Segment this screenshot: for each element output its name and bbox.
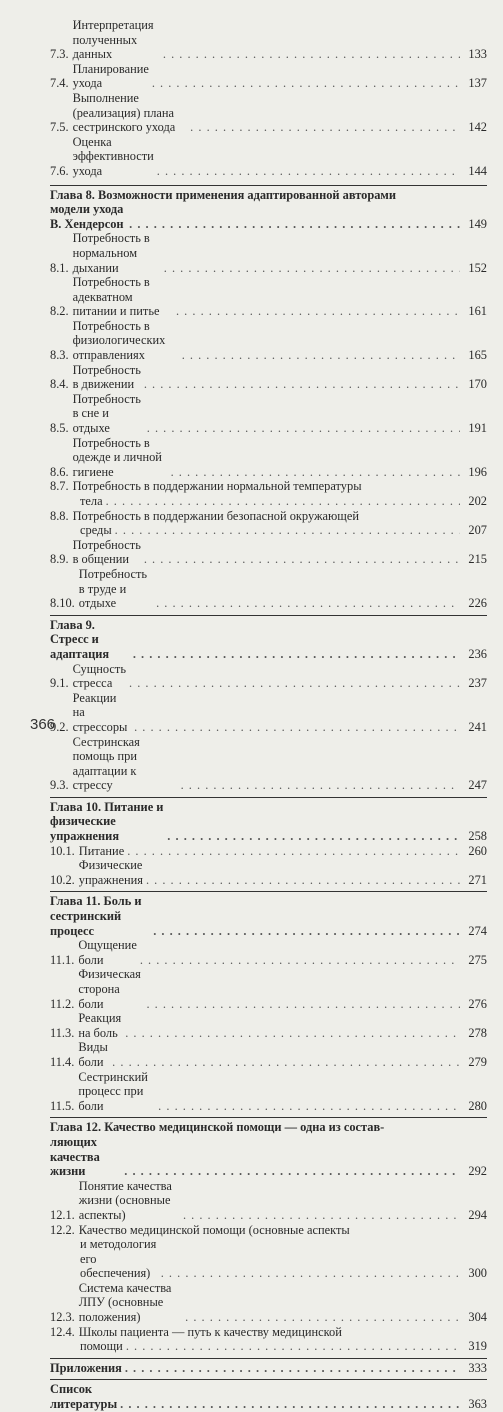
toc-page-number: 333	[468, 1360, 487, 1375]
chapter-title: Приложения	[50, 1360, 122, 1375]
toc-entry-title: Сестринская помощь при адаптации к стрессу	[72, 734, 140, 793]
toc-entry[interactable]	[50, 18, 487, 62]
toc-entry-title: Потребность в адекватном питании и питье	[72, 275, 160, 319]
dot-leader	[147, 421, 460, 436]
toc-entry[interactable]	[50, 62, 487, 91]
toc-entry-number: 12.1.	[50, 1207, 75, 1222]
dot-leader	[120, 1397, 460, 1412]
dot-leader	[158, 1099, 460, 1114]
toc-page-number: 300	[468, 1266, 487, 1281]
dot-leader	[163, 47, 460, 62]
toc-entry-number: 11.5.	[50, 1098, 75, 1113]
toc-entry[interactable]	[50, 938, 487, 967]
dot-leader	[125, 1026, 460, 1041]
toc-entry-number: 8.9.	[50, 552, 69, 567]
toc-page-number: 247	[468, 778, 487, 793]
toc-entry[interactable]	[50, 392, 487, 436]
toc-entry-title-line1: Потребность в поддержании безопасной окружающей	[72, 508, 359, 523]
toc-chapter-heading[interactable]	[50, 894, 487, 938]
toc-entry-title: Оценка эффективности ухода	[72, 134, 154, 178]
chapter-title-line2: ляющих качества жизни	[50, 1134, 100, 1179]
toc-page-number: 280	[468, 1098, 487, 1113]
dot-leader	[157, 164, 460, 179]
toc-page-number: 279	[468, 1054, 487, 1069]
toc-entry-number: 12.4.	[50, 1324, 75, 1339]
toc-entry-title: Реакция на боль	[78, 1011, 122, 1040]
toc-page-number: 363	[468, 1397, 487, 1412]
toc-chapter-heading[interactable]	[50, 1361, 487, 1376]
toc-page-number: 237	[468, 676, 487, 691]
toc-entry[interactable]	[50, 691, 487, 735]
toc-entry-title: Система качества ЛПУ (основные положения)	[78, 1280, 172, 1325]
toc-entry[interactable]	[50, 319, 487, 363]
chapter-title: Глава 9. Стресс и адаптация	[50, 617, 110, 661]
toc-entry[interactable]	[50, 1011, 487, 1040]
dot-leader	[124, 1164, 460, 1179]
toc-entry-number: 8.10.	[50, 596, 75, 611]
toc-chapter-heading[interactable]	[50, 1120, 487, 1135]
toc-entry-title: Понятие качества жизни (основные аспекты)	[78, 1178, 172, 1222]
dot-leader	[129, 217, 460, 232]
chapter-separator	[50, 1358, 487, 1359]
toc-entry-number: 8.1.	[50, 260, 69, 275]
chapter-separator	[50, 1379, 487, 1380]
toc-page-number: 149	[468, 216, 487, 231]
dot-leader	[185, 1310, 460, 1325]
toc-entry-title-line2: помощи	[80, 1339, 123, 1354]
toc-entry-number: 7.6.	[50, 163, 69, 178]
dot-leader	[183, 1208, 460, 1223]
toc-entry[interactable]	[50, 538, 487, 567]
dot-leader	[126, 1339, 460, 1354]
toc-entry-number: 8.4.	[50, 377, 69, 392]
toc-entry-title: Выполнение (реализация) плана сестринского ухода	[72, 90, 176, 135]
toc-entry-title-line2: среды	[80, 523, 112, 538]
toc-entry[interactable]	[50, 1179, 487, 1223]
toc-entry-number: 8.3.	[50, 348, 69, 363]
chapter-title: Глава 10. Питание и физические упражнения	[50, 799, 164, 844]
toc-entry-title: Интерпретация полученных данных	[72, 18, 154, 62]
toc-entry-number: 8.7.	[50, 479, 69, 494]
toc-entry-number: 8.5.	[50, 421, 69, 436]
toc-entry-title: Физические упражнения	[78, 858, 143, 887]
toc-entry-number: 9.3.	[50, 778, 69, 793]
chapter-title: Глава 11. Боль и сестринский процесс	[50, 894, 142, 938]
chapter-separator	[50, 1117, 487, 1118]
toc-page-number: 133	[468, 47, 487, 62]
toc-entry[interactable]	[50, 91, 487, 135]
page-number: 366	[30, 716, 56, 733]
toc-entry[interactable]	[50, 135, 487, 179]
toc-entry-title: Виды боли	[78, 1040, 108, 1069]
dot-leader	[129, 676, 460, 691]
chapter-separator	[50, 891, 487, 892]
toc-entry-number: 11.3.	[50, 1025, 75, 1040]
toc-entry-title: Физическая сторона боли	[78, 967, 141, 1011]
toc-page-number: 191	[468, 421, 487, 436]
toc-page-number: 260	[468, 843, 487, 858]
toc-entry-number: 8.2.	[50, 304, 69, 319]
toc-chapter-heading[interactable]	[50, 1382, 487, 1411]
toc-page-number: 241	[468, 719, 487, 734]
toc-page-number: 144	[468, 163, 487, 178]
chapter-title-line2: модели ухода В. Хендерсон	[50, 202, 124, 231]
toc-entry-number: 11.2.	[50, 996, 75, 1011]
toc-entry-title: Сестринский процесс при боли	[78, 1069, 148, 1113]
toc-entry[interactable]	[50, 1281, 487, 1325]
dot-leader	[133, 647, 460, 662]
toc-page-number: 137	[468, 76, 487, 91]
toc-page-number: 207	[468, 523, 487, 538]
dot-leader	[181, 778, 460, 793]
toc-entry[interactable]	[50, 662, 487, 691]
dot-leader	[152, 76, 460, 91]
toc-page-number: 142	[468, 120, 487, 135]
dot-leader	[146, 873, 460, 888]
toc-entry-title-line1: Качество медицинской помощи (основные аспекты	[78, 1222, 350, 1237]
toc-entry-number: 10.2.	[50, 872, 75, 887]
toc-entry-title-line2: тела	[80, 494, 103, 508]
table-of-contents	[50, 18, 487, 1412]
dot-leader	[144, 552, 460, 567]
toc-page-number: 319	[468, 1339, 487, 1354]
toc-entry[interactable]	[50, 844, 487, 859]
dot-leader	[164, 261, 460, 276]
toc-entry-cont[interactable]	[50, 1339, 487, 1354]
toc-entry-title-line1: Школы пациента — путь к качеству медицинской	[78, 1324, 342, 1339]
toc-entry[interactable]	[50, 479, 487, 494]
toc-page-number: 292	[468, 1164, 487, 1179]
toc-page-number: 202	[468, 494, 487, 508]
dot-leader	[115, 523, 460, 538]
dot-leader	[144, 377, 460, 392]
toc-entry-title: Ощущение боли	[78, 938, 137, 967]
toc-page-number: 152	[468, 260, 487, 275]
toc-entry-title-line1: Потребность в поддержании нормальной температуры	[72, 479, 362, 494]
dot-leader	[146, 997, 460, 1012]
toc-entry[interactable]	[50, 1223, 487, 1238]
toc-entry[interactable]	[50, 967, 487, 1011]
toc-entry-cont[interactable]	[50, 494, 487, 509]
toc-entry-number: 7.3.	[50, 47, 69, 62]
toc-entry[interactable]	[50, 509, 487, 524]
toc-entry-number: 9.2.	[50, 719, 69, 734]
toc-entry[interactable]	[50, 735, 487, 793]
chapter-title-line1: Глава 8. Возможности применения адаптированной авторами	[50, 187, 396, 202]
toc-page-number: 226	[468, 596, 487, 611]
toc-entry-number: 11.4.	[50, 1054, 75, 1069]
chapter-separator	[50, 797, 487, 798]
chapter-title: Список литературы	[50, 1382, 118, 1412]
toc-entry[interactable]	[50, 436, 487, 480]
toc-entry-title: Потребность в одежде и личной гигиене	[72, 435, 162, 479]
toc-entry[interactable]	[50, 231, 487, 275]
toc-entry-number: 8.6.	[50, 464, 69, 479]
toc-entry-number: 12.3.	[50, 1310, 75, 1325]
dot-leader	[156, 596, 460, 611]
toc-entry[interactable]	[50, 858, 487, 887]
toc-chapter-heading[interactable]	[50, 800, 487, 844]
dot-leader	[171, 465, 460, 480]
toc-chapter-heading[interactable]	[50, 188, 487, 203]
toc-page-number: 294	[468, 1207, 487, 1222]
dot-leader	[140, 953, 460, 968]
toc-entry-number: 11.1.	[50, 952, 75, 967]
toc-entry-title: Сущность стресса	[72, 661, 126, 691]
dot-leader	[161, 1266, 460, 1281]
toc-entry[interactable]	[50, 1040, 487, 1069]
toc-page-number: 278	[468, 1025, 487, 1040]
chapter-title-line1: Глава 12. Качество медицинской помощи — одна из состав-	[50, 1120, 385, 1135]
toc-entry[interactable]	[50, 1070, 487, 1114]
toc-entry-title: Потребность в физиологических отправлениях	[72, 318, 166, 363]
dot-leader	[106, 494, 460, 509]
toc-entry[interactable]	[50, 1325, 487, 1340]
toc-page-number: 165	[468, 348, 487, 363]
toc-entry-cont[interactable]	[50, 523, 487, 538]
toc-entry[interactable]	[50, 567, 487, 611]
chapter-separator	[50, 615, 487, 616]
toc-entry-title: Потребность в труде и отдыхе	[78, 566, 148, 611]
toc-entry-title: Планирование ухода	[72, 61, 149, 91]
toc-page-number: 170	[468, 377, 487, 392]
toc-page-number: 258	[468, 829, 487, 844]
toc-chapter-heading-cont[interactable]	[50, 202, 487, 231]
toc-page-number: 161	[468, 304, 487, 319]
toc-entry-title: Потребность в сне и отдыхе	[72, 391, 141, 436]
dot-leader	[127, 844, 460, 859]
dot-leader	[176, 304, 460, 319]
toc-entry-cont[interactable]	[50, 1237, 487, 1281]
chapter-separator	[50, 185, 487, 186]
toc-page-number: 215	[468, 552, 487, 567]
dot-leader	[112, 1055, 460, 1070]
toc-chapter-heading[interactable]	[50, 618, 487, 662]
toc-entry[interactable]	[50, 275, 487, 319]
toc-page-number: 274	[468, 923, 487, 938]
toc-entry-number: 8.8.	[50, 508, 69, 523]
dot-leader	[134, 720, 460, 735]
toc-entry[interactable]	[50, 363, 487, 392]
toc-entry-number: 7.5.	[50, 120, 69, 135]
toc-entry-title: Питание	[78, 843, 125, 858]
toc-entry-title: Потребность в нормальном дыхании	[72, 231, 150, 275]
toc-entry-title: Реакции на стрессоры	[72, 690, 128, 734]
toc-page-number: 275	[468, 952, 487, 967]
toc-page-number: 276	[468, 996, 487, 1011]
toc-entry-title: Потребность в движении	[72, 362, 141, 392]
toc-entry-number: 7.4.	[50, 76, 69, 91]
toc-entry-title: Потребность в общении	[72, 537, 141, 567]
toc-page-number: 304	[468, 1310, 487, 1325]
toc-entry-number: 10.1.	[50, 843, 75, 858]
toc-entry-title-line2: и методология его обеспечения)	[80, 1237, 157, 1281]
toc-page-number: 236	[468, 646, 487, 661]
toc-entry-number: 12.2.	[50, 1222, 75, 1237]
dot-leader	[167, 829, 460, 844]
toc-page-number: 271	[468, 872, 487, 887]
dot-leader	[125, 1361, 460, 1376]
dot-leader	[190, 120, 460, 135]
dot-leader	[182, 348, 460, 363]
dot-leader	[153, 924, 460, 939]
toc-entry-number: 9.1.	[50, 676, 69, 691]
toc-page-number: 196	[468, 464, 487, 479]
toc-chapter-heading-cont[interactable]	[50, 1135, 487, 1179]
